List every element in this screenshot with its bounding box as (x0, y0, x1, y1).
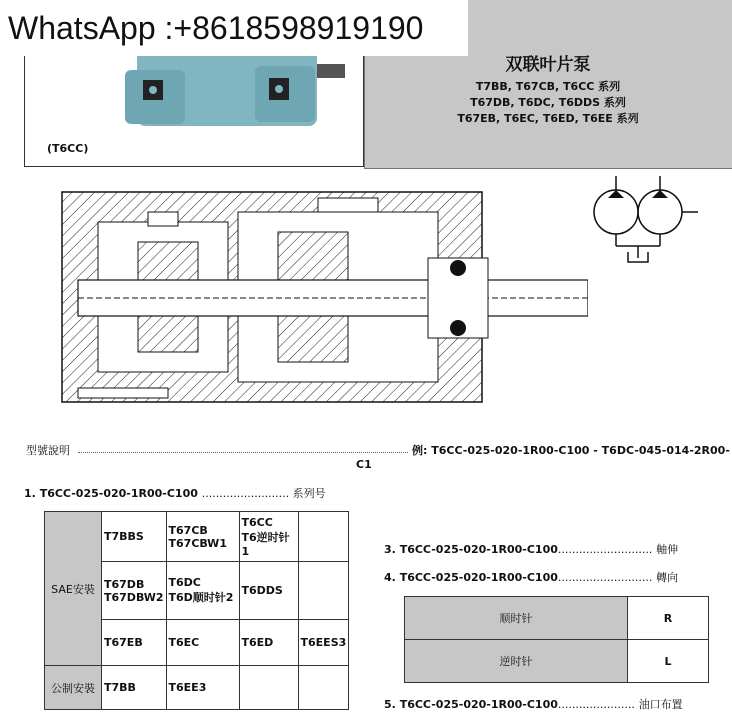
item-4: 4. T6CC-025-020-1R00-C100........................... 轉向 (384, 571, 679, 584)
series-line-1: T7BB, T67CB, T6CC 系列 (475, 80, 621, 93)
item-3: 3. T6CC-025-020-1R00-C100........................... 軸伸 (384, 543, 679, 556)
whatsapp-watermark: WhatsApp :+8618598919190 (0, 0, 468, 56)
series-cell: T7BBS (102, 512, 167, 562)
series-cell (298, 512, 349, 562)
series-cell: T6DDS (239, 562, 298, 620)
series-cell: T6EES3 (298, 620, 349, 666)
item-5-label: 油口布置 (638, 698, 683, 711)
item-3-label: 軸伸 (656, 543, 679, 556)
series-line-3: T67EB, T6EC, T6ED, T6EE 系列 (457, 112, 639, 125)
leader-dots (78, 452, 408, 453)
metric-label: 公制安裝 (45, 666, 102, 710)
rotation-label-ccw: 逆时针 (405, 640, 628, 683)
series-cell: T6CC T6逆时针1 (239, 512, 298, 562)
item-1-number: 1. (24, 487, 36, 500)
item-4-number: 4. (384, 571, 396, 584)
series-cell: T67CB T67CBW1 (166, 512, 239, 562)
series-table (44, 511, 349, 710)
series-cell: T7BB (102, 666, 167, 710)
series-line-2: T67DB, T6DC, T6DDS 系列 (470, 96, 626, 109)
model-code-example: 例: T6CC-025-020-1R00-C100 - T6DC-045-014-2R00- (412, 444, 730, 457)
item-1-label: 系列号 (292, 487, 326, 500)
series-cell: T6DC T6D顺时针2 (166, 562, 239, 620)
model-code-label-row (26, 442, 410, 458)
double-pump-symbol (588, 172, 700, 268)
series-cell: T6EE3 (166, 666, 239, 710)
item-5-number: 5. (384, 698, 396, 711)
series-cell: T6EC (166, 620, 239, 666)
series-cell (298, 562, 349, 620)
item-5: 5. T6CC-025-020-1R00-C100...................... 油口布置 (384, 698, 683, 711)
series-cell (239, 666, 298, 710)
model-code-label: 型號說明 (26, 444, 70, 457)
item-1: 1. T6CC-025-020-1R00-C100 ......................... 系列号 (24, 487, 326, 500)
item-4-code: T6CC-025-020-1R00-C100 (399, 571, 558, 584)
item-4-label: 轉向 (656, 571, 679, 584)
sae-label: SAE安裝 (45, 512, 102, 666)
rotation-table (404, 596, 709, 683)
model-code-example-cont: C1 (356, 458, 372, 471)
rotation-value-ccw: L (628, 640, 709, 683)
item-1-code: T6CC-025-020-1R00-C100 (39, 487, 198, 500)
series-cell: T67EB (102, 620, 167, 666)
item-3-number: 3. (384, 543, 396, 556)
rotation-value-cw: R (628, 597, 709, 640)
page-title: 双联叶片泵 (505, 55, 591, 75)
pump-cross-section-diagram (58, 172, 588, 412)
series-cell (298, 666, 349, 710)
item-3-code: T6CC-025-020-1R00-C100 (399, 543, 558, 556)
series-cell: T67DB T67DBW2 (102, 562, 167, 620)
rotation-label-cw: 顺时针 (405, 597, 628, 640)
series-cell: T6ED (239, 620, 298, 666)
photo-caption: (T6CC) (47, 142, 89, 155)
item-5-code: T6CC-025-020-1R00-C100 (399, 698, 558, 711)
